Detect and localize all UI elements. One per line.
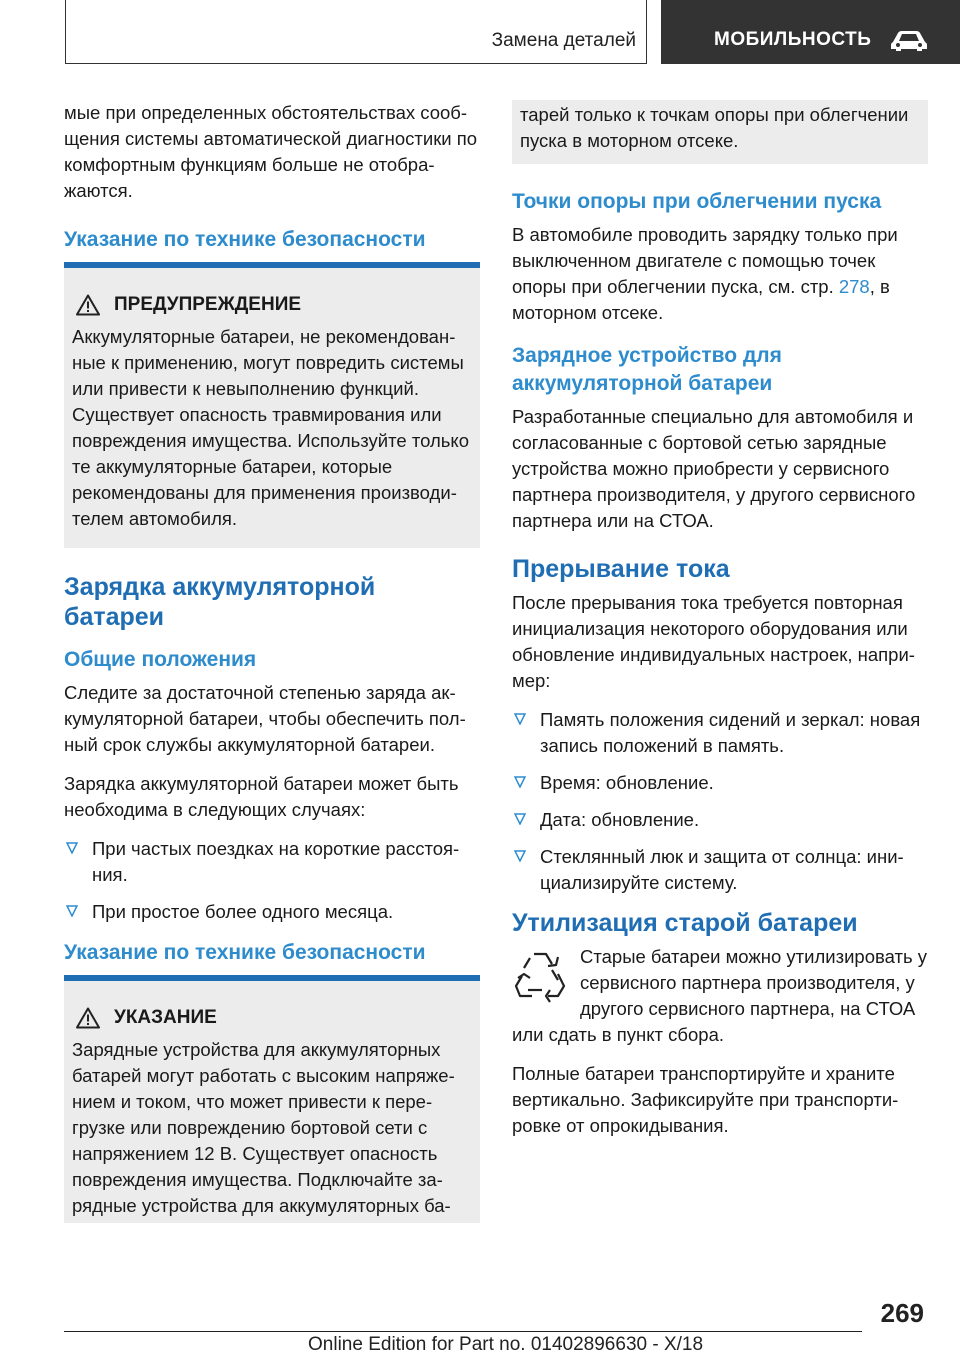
triangle-bullet-icon bbox=[66, 842, 78, 854]
charger-paragraph: Разработанные специально для автомобиля и согласованные с бортовой сетью зарядные устройства можно приобрести у сервисного партнера производителя, у другого сервисного партнера или на СТОА. bbox=[512, 406, 916, 531]
notice-title-row bbox=[72, 1007, 472, 1029]
list-item bbox=[512, 707, 928, 759]
triangle-bullet-icon bbox=[66, 905, 78, 917]
interrupt-paragraph: После прерывания тока требуется повторная инициализация некоторого оборудования или обновление индивидуальных настроек, например: bbox=[512, 592, 915, 691]
notice-continued-text: тарей только к точкам опоры при облегчении пуска в моторном отсеке. bbox=[520, 104, 909, 151]
notice-title: УКАЗАНИЕ bbox=[114, 1007, 217, 1028]
interrupt-heading: Прерывание тока bbox=[512, 555, 730, 583]
notice-box bbox=[64, 981, 480, 1223]
left-column bbox=[64, 100, 480, 1223]
header-chapter-tab bbox=[661, 0, 960, 64]
warning-triangle-icon bbox=[76, 1007, 100, 1029]
notice-text: Зарядные устройства для аккумуляторных батарей могут работать с высоким напряжением и током, что может привести к перегрузке или повреждению бортовой сети с напряжением 12 В. Существует опасность повреждения имущества. Подключайте зарядные устройства для аккумуляторных ба- bbox=[72, 1039, 455, 1216]
interrupt-list bbox=[512, 707, 928, 896]
page-number: 269 bbox=[880, 1298, 924, 1328]
list-item bbox=[512, 770, 928, 796]
list-item-text: Память положения сидений и зеркал: новая запись положений в память. bbox=[540, 709, 921, 756]
disposal-heading: Утилизация старой батареи bbox=[512, 909, 858, 937]
safety-heading-2: Указание по технике безопасности bbox=[64, 941, 426, 964]
general-paragraph-2: Зарядка аккумуляторной батареи может быть необходима в следующих случаях: bbox=[64, 773, 459, 820]
page-reference-link[interactable]: 278 bbox=[838, 276, 870, 297]
list-item bbox=[512, 807, 928, 833]
list-item-text: При простое более одного месяца. bbox=[92, 901, 394, 922]
jump-start-paragraph bbox=[512, 222, 928, 326]
disposal-paragraph-2: Полные батареи транспортируйте и храните вертикально. Зафиксируйте при транспортировке от опрокидывания. bbox=[512, 1063, 899, 1136]
right-column bbox=[512, 100, 928, 1152]
header-chapter-title: МОБИЛЬНОСТЬ bbox=[714, 29, 872, 50]
charger-heading: Зарядное устройство для аккумуляторной батареи bbox=[512, 344, 782, 395]
triangle-bullet-icon bbox=[514, 850, 526, 862]
warning-title-row bbox=[72, 294, 472, 316]
triangle-bullet-icon bbox=[514, 776, 526, 788]
warning-title: ПРЕДУПРЕЖДЕНИЕ bbox=[114, 294, 302, 315]
list-item-text: При частых поездках на короткие расстояния. bbox=[92, 838, 460, 885]
general-paragraph-1: Следите за достаточной степенью заряда аккумуляторной батареи, чтобы обеспечить полный срок службы аккумуляторной батареи. bbox=[64, 682, 466, 755]
header-section-title: Замена деталей bbox=[491, 30, 636, 51]
list-item-text: Дата: обновление. bbox=[540, 809, 700, 830]
jump-start-text-a: В автомобиле проводить зарядку только при выключенном двигателе с помощью точек опоры при облегчении пуска, см. стр. bbox=[512, 224, 898, 297]
intro-paragraph: мые при определенных обстоятельствах сообщения системы автоматической диагностики по комфортным функциям больше не отображаются. bbox=[64, 102, 478, 201]
safety-heading-1: Указание по технике безопасности bbox=[64, 228, 426, 251]
list-item bbox=[64, 899, 480, 925]
list-item bbox=[64, 836, 480, 888]
disposal-block bbox=[512, 944, 928, 1048]
cases-list bbox=[64, 836, 480, 925]
warning-triangle-icon bbox=[76, 294, 100, 316]
list-item bbox=[512, 844, 928, 896]
list-item-text: Стеклянный люк и защита от солнца: инициализируйте систему. bbox=[540, 846, 904, 893]
warning-box bbox=[64, 268, 480, 548]
charging-heading: Зарядка аккумуляторной батареи bbox=[64, 573, 376, 631]
recycle-icon bbox=[512, 946, 568, 1008]
car-icon bbox=[889, 28, 929, 52]
header-section-box bbox=[65, 0, 647, 64]
general-heading: Общие положения bbox=[64, 648, 257, 671]
footer-divider bbox=[64, 1331, 862, 1332]
footer-text: Online Edition for Part no. 01402896630 - X/18 bbox=[308, 1334, 704, 1355]
list-item-text: Время: обновление. bbox=[540, 772, 714, 793]
triangle-bullet-icon bbox=[514, 713, 526, 725]
jump-start-heading: Точки опоры при облегчении пуска bbox=[512, 190, 882, 213]
jump-start-text-b: , в моторном отсеке. bbox=[512, 276, 890, 323]
disposal-paragraph: Старые батареи можно утилизировать у сервисного партнера производителя, у другого сервисного партнера, на СТОА или сдать в пункт сбора. bbox=[512, 946, 927, 1045]
triangle-bullet-icon bbox=[514, 813, 526, 825]
warning-text: Аккумуляторные батареи, не рекомендованные к применению, могут повредить системы или привести к невыполнению функций. Существует опасность травмирования или повреждения имущества. Используйте только те аккумуляторные батареи, которые рекомендованы для применения производителем автомобиля. bbox=[72, 326, 470, 529]
notice-box-continued bbox=[512, 100, 928, 164]
